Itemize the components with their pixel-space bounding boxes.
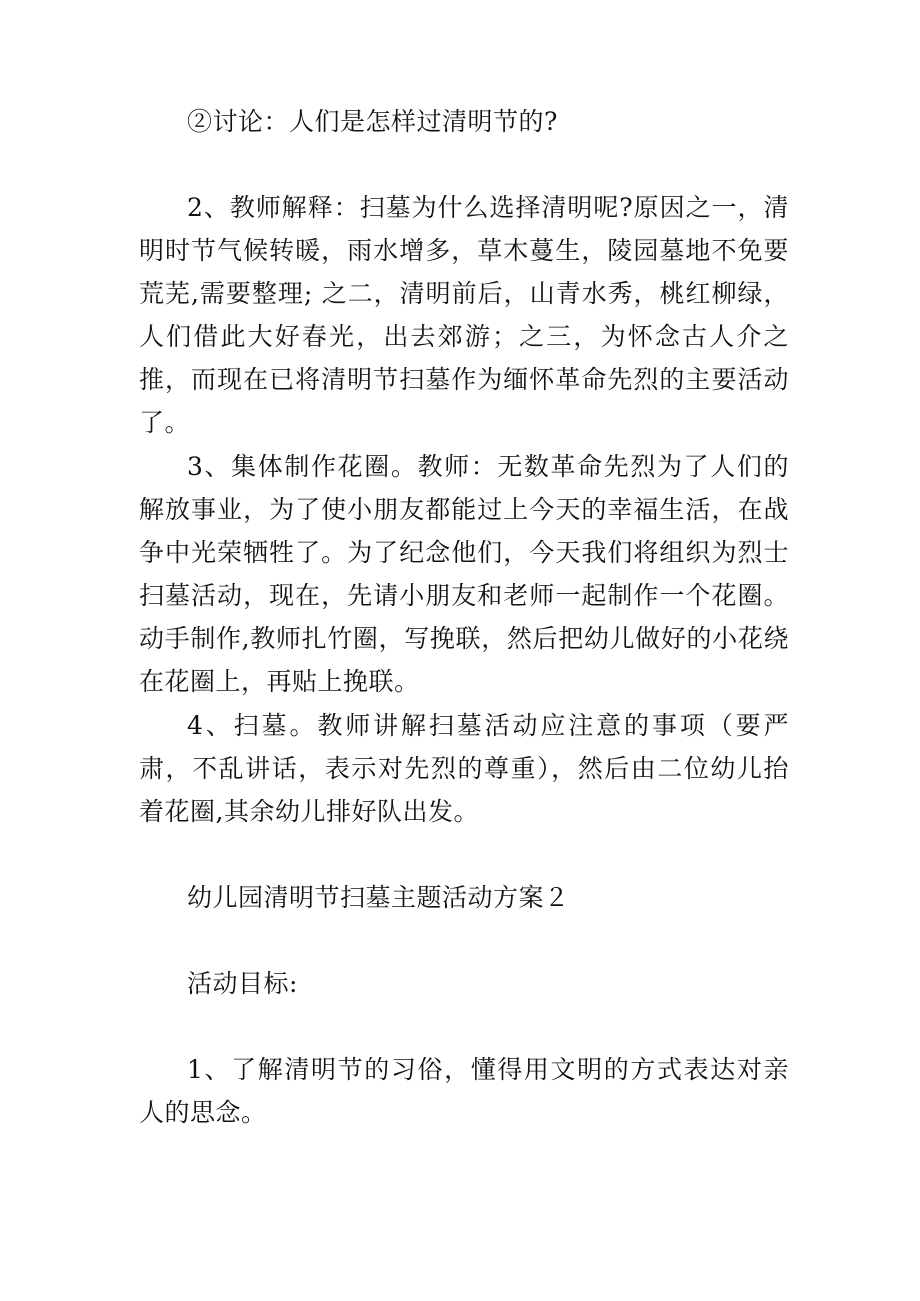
paragraph-teacher-explanation: 2、教师解释：扫墓为什么选择清明呢?原因之一，清明时节气候转暖，雨水增多，草木蔓生，陵园墓地不免要荒芜,需要整理; 之二，清明前后，山青水秀，桃红柳绿，人们借此大好春光，出去郊游；之三，为怀念古人介之推，而现在已将清明节扫墓作为缅怀革命先烈的主要活动了。 <box>139 193 789 437</box>
paragraph-make-wreath: 3、集体制作花圈。教师：无数革命先烈为了人们的解放事业，为了使小朋友都能过上今天的幸福生活，在战争中光荣牺牲了。为了纪念他们，今天我们将组织为烈士扫墓活动，现在，先请小朋友和老师一起制作一个花圈。动手制作,教师扎竹圈，写挽联，然后把幼儿做好的小花绕在花圈上，再贴上挽联。 <box>139 452 789 696</box>
section-heading-plan-2: 幼儿园清明节扫墓主题活动方案２ <box>187 883 570 912</box>
goal-item-1: 1、了解清明节的习俗，懂得用文明的方式表达对亲人的思念。 <box>139 1055 789 1127</box>
discussion-question: ②讨论：人们是怎样过清明节的? <box>187 107 558 136</box>
paragraph-tomb-sweeping: 4、扫墓。教师讲解扫墓活动应注意的事项（要严肃，不乱讲话，表示对先烈的尊重），然后由二位幼儿抬着花圈,其余幼儿排好队出发。 <box>139 711 789 826</box>
activity-goals-heading: 活动目标: <box>187 969 298 998</box>
